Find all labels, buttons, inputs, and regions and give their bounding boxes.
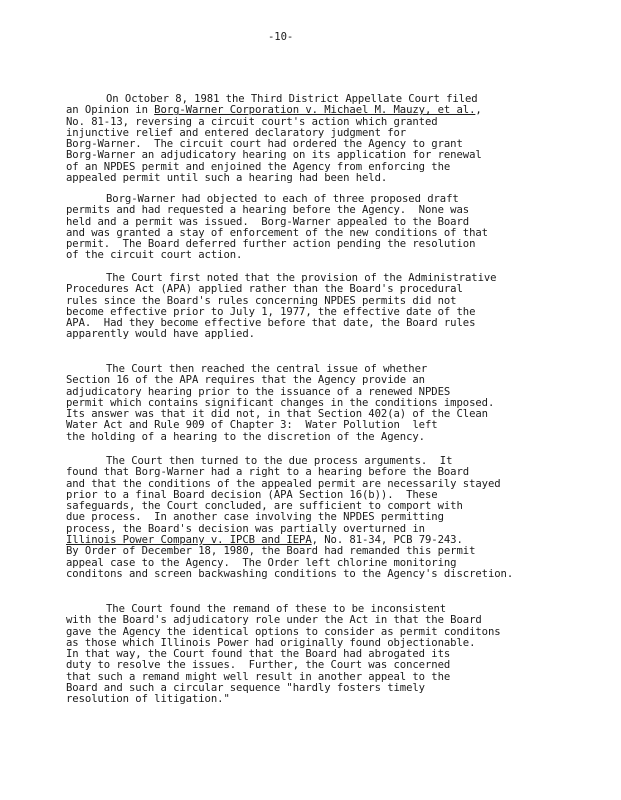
paragraph-apa-provision	[66, 273, 496, 341]
text-segment: resolution of litigation."	[66, 693, 230, 706]
text-segment: APA. Had they become effective before that date, the Board rules	[66, 317, 476, 330]
text-segment: appeal case to the Agency. The Order left chlorine monitoring	[66, 556, 457, 569]
text-segment: apparently would have applied.	[66, 328, 255, 341]
text-segment: duty to resolve the issues. Further, the Court was concerned	[66, 659, 451, 672]
case-citation: Illinois Power Company v. IPCB and IEPA	[66, 534, 312, 547]
text-segment: appealed permit until such a hearing had been held.	[66, 172, 388, 185]
text-line	[66, 250, 488, 261]
page-number: -10-	[268, 31, 294, 43]
text-segment: Water Act and Rule 909 of Chapter 3: Water Pollution left	[66, 419, 438, 432]
text-segment: held and a permit was issued. Borg-Warner appealed to the Board	[66, 215, 470, 228]
paragraph-borg-warner-objection	[66, 194, 488, 262]
text-segment: process, the Board's decision was partially overturned in	[66, 522, 425, 535]
text-segment: The Court then reached the central issue of whether	[106, 363, 428, 375]
text-segment: No. 81-13, reversing a circuit court's action which granted	[66, 115, 438, 128]
text-segment: injunctive relief and entered declaratory judgment for	[66, 126, 407, 139]
text-segment: gave the Agency the identical options to consider as permit conditons	[66, 625, 501, 638]
paragraph-remand-inconsistent	[66, 604, 501, 706]
text-segment: adjudicatory hearing prior to the issuance of a renewed NPDES	[66, 385, 451, 398]
text-segment: Borg-Warner had objected to each of three proposed draft	[106, 193, 459, 205]
text-segment: On October 8, 1981 the Third District Appellate Court filed	[106, 93, 478, 105]
text-segment: In that way, the Court found that the Board had abrogated its	[66, 648, 451, 661]
text-segment: conditons and screen backwashing conditions to the Agency's discretion.	[66, 567, 514, 580]
case-citation: Borg-Warner Corporation v. Michael M. Mauzy, et al.	[154, 104, 476, 117]
text-segment: of an NPDES permit and enjoined the Agency from enforcing the	[66, 160, 451, 173]
text-line	[66, 173, 482, 184]
text-segment: found that Borg-Warner had a right to a hearing before the Board	[66, 466, 470, 479]
text-segment: as those which Illinois Power had originally found objectionable.	[66, 636, 476, 649]
text-segment: and was granted a stay of enforcement of the new conditions of that	[66, 226, 488, 239]
text-segment: Borg-Warner. The circuit court had ordered the Agency to grant	[66, 138, 463, 151]
text-segment: ,	[475, 104, 482, 117]
text-line	[66, 329, 496, 340]
text-segment: The Court found the remand of these to be inconsistent	[106, 603, 447, 615]
paragraph-due-process	[66, 456, 513, 580]
text-line	[66, 694, 501, 705]
text-segment: By Order of December 18, 1980, the Board had remanded this permit	[66, 545, 476, 558]
text-segment: The Court then turned to the due process arguments. It	[106, 455, 453, 467]
text-segment: Borg-Warner an adjudicatory hearing on its application for renewal	[66, 149, 482, 162]
text-segment: prior to a final Board decision (APA Section 16(b)). These	[66, 488, 438, 501]
text-line	[66, 432, 494, 443]
text-segment: permit which contains significant changes in the conditions imposed.	[66, 396, 495, 409]
text-segment: The Court first noted that the provision of the Administrative	[106, 272, 497, 284]
text-segment: with the Board's adjudicatory role under the Act in that the Board	[66, 614, 482, 627]
text-segment: Its answer was that it did not, in that Section 402(a) of the Clean	[66, 408, 488, 421]
text-segment: an Opinion in	[66, 104, 155, 117]
text-segment: that such a remand might well result in another appeal to the	[66, 670, 451, 683]
text-line	[66, 569, 513, 580]
text-segment: Board and such a circular sequence "hardly fosters timely	[66, 682, 425, 695]
text-segment: Procedures Act (APA) applied rather than the Board's procedural	[66, 283, 463, 296]
text-segment: become effective prior to July 1, 1977, the effective date of the	[66, 305, 476, 318]
paragraph-section-16-issue	[66, 364, 494, 443]
paragraph-borg-warner-opinion	[66, 94, 482, 184]
text-segment: the holding of a hearing to the discretion of the Agency.	[66, 430, 425, 443]
text-segment: rules since the Board's rules concerning NPDES permits did not	[66, 294, 457, 307]
text-segment: safeguards, the Court concluded, are sufficient to comport with	[66, 500, 463, 513]
text-segment: due process. In another case involving the NPDES permitting	[66, 511, 444, 524]
text-segment: Section 16 of the APA requires that the Agency provide an	[66, 374, 425, 387]
text-segment: , No. 81-34, PCB 79-243.	[311, 534, 463, 547]
text-segment: permit. The Board deferred further action pending the resolution	[66, 238, 476, 251]
text-segment: and that the conditions of the appealed permit are necessarily stayed	[66, 477, 501, 490]
text-segment: permits and had requested a hearing before the Agency. None was	[66, 204, 470, 217]
text-segment: of the circuit court action.	[66, 249, 243, 262]
